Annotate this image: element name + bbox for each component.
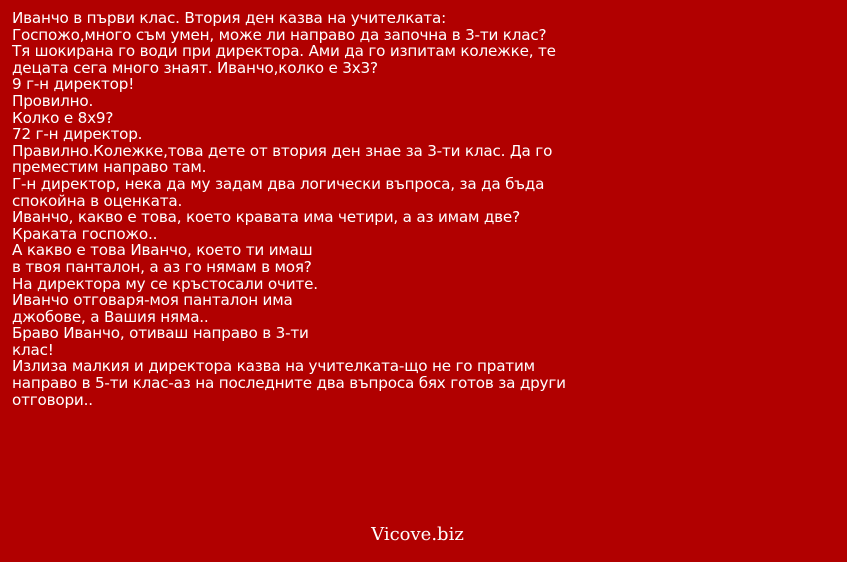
joke-line: 9 г-н директор!	[12, 75, 135, 94]
joke-line: На директора му се кръстосали очите.	[12, 274, 318, 293]
joke-line: Излиза малкия и директора казва на учителката-що не го пратим	[12, 357, 535, 376]
joke-line: клас!	[12, 340, 54, 359]
joke-line: в твоя панталон, а аз го нямам в моя?	[12, 257, 312, 276]
joke-line: Краката госпожо..	[12, 224, 158, 243]
joke-line: Г-н директор, нека да му задам два логически въпроса, за да бъда	[12, 174, 545, 193]
joke-line: преместим направо там.	[12, 158, 207, 177]
joke-line: спокойна в оценката.	[12, 191, 183, 210]
joke-line: А какво е това Иванчо, което ти имаш	[12, 241, 313, 260]
joke-line: Правилно.Колежке,това дете от втория ден знае за 3-ти клас. Да го	[12, 141, 553, 160]
joke-line: 72 г-н директор.	[12, 125, 143, 144]
joke-line: Иванчо отговаря-моя панталон има	[12, 291, 293, 310]
joke-line: Иванчо, какво е това, което кравата има четири, а аз имам две?	[12, 208, 520, 227]
joke-text	[12, 10, 842, 408]
joke-line: децата сега много знаят. Иванчо,колко е 3х3?	[12, 58, 378, 77]
joke-line: направо в 5-ти клас-аз на последните два въпроса бях готов за други	[12, 374, 566, 393]
joke-line: джобове, а Вашия няма..	[12, 307, 209, 326]
joke-line: отговори..	[12, 390, 93, 409]
joke-line: Иванчо в първи клас. Втория ден казва на учителката:	[12, 9, 446, 27]
joke-line: Браво Иванчо, отиваш направо в 3-ти	[12, 324, 309, 343]
site-watermark: Vicove.biz	[371, 524, 464, 545]
joke-line: Тя шокирана го води при директора. Ами да го изпитам колежке, те	[12, 42, 556, 61]
joke-line: Провилно.	[12, 91, 94, 110]
joke-line: Госпожо,много съм умен, може ли направо да започна в 3-ти клас?	[12, 25, 547, 44]
joke-line: Колко е 8х9?	[12, 108, 114, 127]
